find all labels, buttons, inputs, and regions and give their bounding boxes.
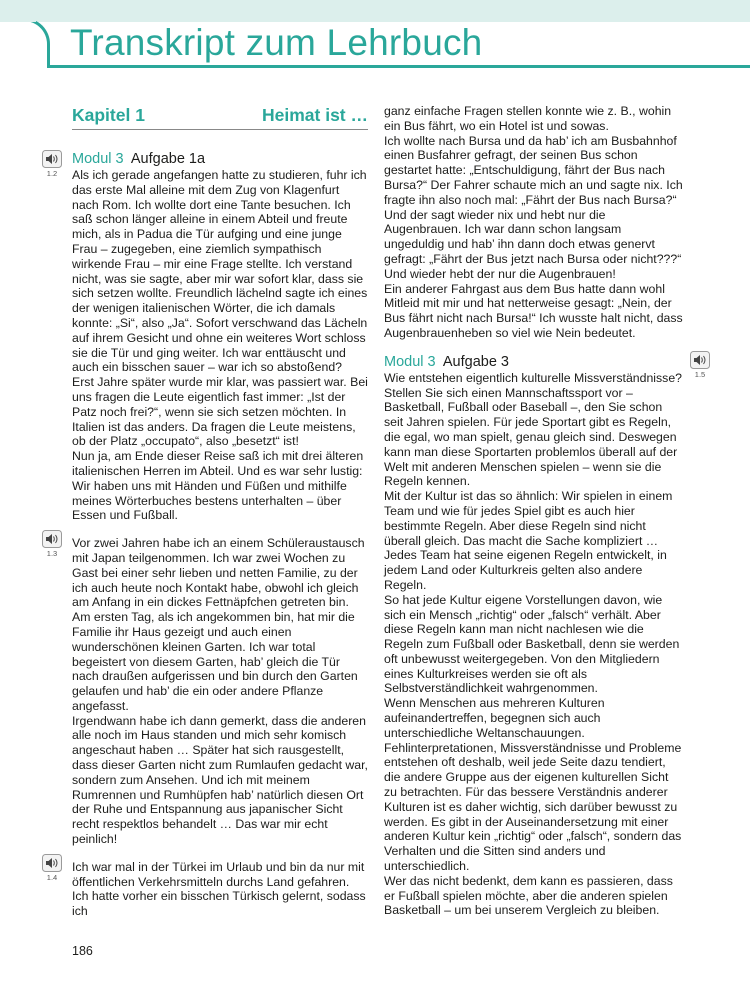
speaker-icon — [690, 351, 710, 369]
paragraph: Als ich gerade angefangen hatte zu studieren, fuhr ich das erste Mal alleine mit dem Zug von Klagenfurt nach Rom. Ich wollte dort eine Tante besuchen. Ich saß schon länger alleine in einem Abteil und freute mich, als in Padua die Tür aufging und eine junge Frau – zugegeben, eine ziemlich sympathisch wirkende Frau – mir eine Frage stellte. Ich verstand nicht, was sie sagte, aber mir war sofort klar, dass sie sich setzen wollte. Freundlich lächelnd sagte ich eines der wenigen italienischen Wörter, die ich damals konnte: „Si“, also „Ja“. Sofort verschwand das Lächeln auf ihrem Gesicht und ohne ein weiteres Wort schloss sie die Tür und ging weiter. Ich war enttäuscht und auch ein bisschen sauer – war ich so abstoßend? — [72, 168, 368, 375]
section-heading — [384, 353, 684, 371]
modul-label: Modul 3 — [72, 151, 124, 167]
audio-button-1-3[interactable] — [42, 530, 62, 558]
paragraph: Am ersten Tag, als ich angekommen bin, hat mir die Familie ihr Haus gezeigt und auch einen wunderschönen kleinen Garten. Ich war total begeistert von diesem Garten, hab’ gleich die Tür nach draußen aufgerissen und bin durch den Garten gelaufen und hab’ die ein oder andere Pflanze angefasst. — [72, 610, 358, 713]
paragraph: So hat jede Kultur eigene Vorstellungen davon, wie sich ein Mensch „richtig“ oder „falsch“ verhält. Aber diese Regeln kann man nicht nachlesen wie die Regeln zum Fußball oder Basketball, denn sie werden oft unbewusst weitergegeben. Von den Mitgliedern eines Kulturkreises werden sie oft als Selbstverständlichkeit wahrgenommen. — [384, 592, 680, 696]
left-column — [46, 104, 368, 919]
audio-track-number: 1.4 — [46, 872, 58, 882]
page-title: Transkript zum Lehrbuch — [70, 22, 483, 63]
header-band — [0, 0, 750, 22]
paragraph: ganz einfache Fragen stellen konnte wie z. B., wohin ein Bus fährt, wo ein Hotel ist und sowas. — [384, 104, 672, 133]
page-number: 186 — [72, 944, 93, 958]
audio-track-number: 1.2 — [46, 169, 58, 178]
paragraph: Irgendwann habe ich dann gemerkt, dass die anderen alle noch im Haus standen und mich sehr komisch angeschaut haben … Später hat sich rausgestellt, dass dieser Garten nicht zum Rumlaufen gedacht war, sondern zum Ansehen. Und ich mit meinem Rumrennen und Rumhüpfen hab’ natürlich diesen Ort der Ruhe und Entspannung aus japanischer Sicht recht respektlos behandelt … Das war mir echt peinlich! — [72, 713, 368, 847]
aufgabe-label: Aufgabe 1a — [130, 151, 206, 167]
audio-track-number: 1.5 — [694, 369, 706, 379]
right-column — [384, 104, 706, 918]
audio-track-number: 1.3 — [46, 549, 58, 559]
paragraph: Ich war mal in der Türkei im Urlaub und bin da nur mit öffentlichen Verkehrsmitteln durchs Land gefahren. Ich hatte vorher ein bisschen Türkisch gelernt, sodass ich — [72, 859, 366, 919]
chapter-heading — [72, 104, 368, 130]
audio-button-1-2[interactable] — [42, 150, 62, 178]
paragraph: Erst Jahre später wurde mir klar, was passiert war. Bei uns fragen die Leute eigentlich fast immer: „Ist der Patz noch frei?“, wenn sie sich setzen möchten. In Italien ist das anders. Da fragen die Leute meistens, ob der Platz „occupato“, also „besetzt“ ist! — [72, 375, 368, 449]
audio-button-1-4[interactable] — [42, 854, 62, 882]
paragraph: Vor zwei Jahren habe ich an einem Schüleraustausch mit Japan teilgenommen. Ich war zwei Wochen zu Gast bei einer sehr lieben und netten Familie, zu der ich auch heute noch Kontakt habe, obwohl ich gleich am Anfang in ein dickes Fettnäpfchen getreten bin. — [72, 536, 365, 610]
chapter-title: Heimat ist … — [262, 105, 368, 125]
speaker-icon — [42, 150, 62, 168]
paragraph: Nun ja, am Ende dieser Reise saß ich mit drei älteren italienischen Herren im Abteil. Und es war sehr lustig: Wir haben uns mit Händen und Füßen und mithilfe meines Wörterbuches bestens unterhalten – über Essen und Fußball. — [72, 449, 364, 523]
paragraph: Ein anderer Fahrgast aus dem Bus hatte dann wohl Mitleid mit mir und hat netterweise gesagt: „Nein, der Bus fährt nicht nach Bursa!“ Ich wusste halt nicht, dass Augenbrauenheben so viel wie Nein bedeutet. — [384, 281, 683, 340]
chapter-number: Kapitel 1 — [72, 105, 145, 125]
transcript-block-1-4-continued — [384, 104, 684, 341]
paragraph: Mit der Kultur ist das so ähnlich: Wir spielen in einem Team und wie für jedes Spiel gibt es auch hier bestimmte Regeln. Aber diese Regeln sind nicht überall gleich. Das macht die Sache kompliziert … Jedes Team hat seine eigenen Regeln entwickelt, in jedem Land oder Kulturkreis gelten also andere Regeln. — [384, 489, 673, 592]
header-curve-fill — [0, 0, 36, 22]
aufgabe-label: Aufgabe 3 — [442, 353, 509, 370]
paragraph: Wenn Menschen aus mehreren Kulturen aufeinandertreffen, begegnen sich auch unterschiedliche Weltanschauungen. Fehlinterpretationen, Missverständnisse und Probleme entstehen oft deshalb, weil jede Seite dazu tendiert, die andere Gruppe aus der eigenen kulturellen Sicht zu betrachten. Für das bessere Verständnis anderer Kulturen ist es daher wichtig, sich darüber bewusst zu werden. Es gibt in der Auseinandersetzung mit einer anderen Kultur kein „richtig“ oder „falsch“, sondern das Verhalten und die Sitten sind anders und unterschiedlich. — [384, 696, 682, 874]
speaker-icon — [42, 854, 62, 872]
paragraph: Wer das nicht bedenkt, dem kann es passieren, dass er Fußball spielen möchte, aber die anderen spielen Basketball – um bei unserem Vergleich zu bleiben. — [384, 873, 673, 918]
section-heading — [72, 150, 368, 168]
transcript-block-1-5 — [384, 353, 706, 918]
header-curve — [0, 18, 50, 68]
transcript-block-1-4 — [46, 859, 368, 919]
audio-button-1-5[interactable] — [690, 351, 710, 379]
transcript-block-1-2 — [46, 150, 368, 523]
modul-label: Modul 3 — [384, 353, 436, 370]
speaker-icon — [42, 530, 62, 548]
paragraph: Ich wollte nach Bursa und da hab’ ich am Busbahnhof einen Busfahrer gefragt, der seinen Bus schon gestartet hatte: „Entschuldigung, fährt der Bus nach Bursa?“ Der Fahrer schaute mich an und sagte nix. Ich fragte ihn also noch mal: „Fährt der Bus nach Bursa?“ Und der sagt wieder nix und hebt nur die Augenbrauen. Ich war dann schon langsam ungeduldig und hab’ ihn dann doch etwas genervt gefragt: „Fährt der Bus jetzt nach Bursa oder nicht???“ Und wieder hebt der nur die Augenbrauen! — [384, 133, 683, 281]
transcript-block-1-3 — [46, 536, 368, 847]
paragraph: Wie entstehen eigentlich kulturelle Missverständnisse? Stellen Sie sich einen Mannschaftssport vor – Basketball, Fußball oder Baseball –, den Sie schon seit Jahren spielen. Für jede Sportart gibt es Regeln, die egal, wo man spielt, genau gleich sind. Deswegen kann man diese Sportarten problemlos überall auf der Welt mit anderen Menschen spielen – wenn sie die Regeln kennen. — [384, 370, 683, 489]
